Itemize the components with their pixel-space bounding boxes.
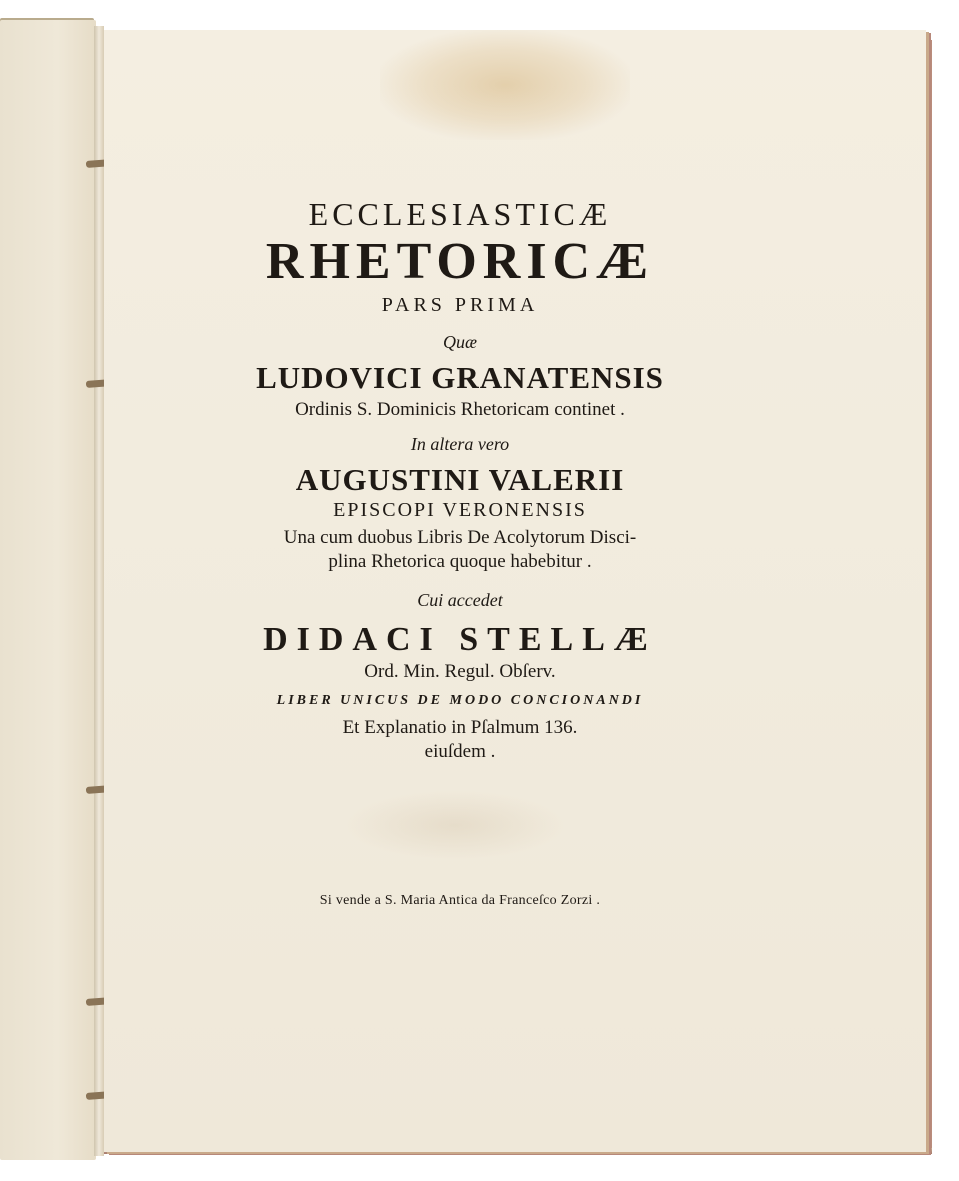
title-line-liber-unicus: LIBER UNICUS DE MODO CONCIONANDI (276, 693, 644, 708)
description-line-1: Una cum duobus Libris De Acolytorum Disci- (283, 527, 637, 548)
author-order: Ordinis S. Dominicis Rhetoricam continet . (295, 399, 625, 420)
title-line-ecclesiasticae: ECCLESIASTICÆ (308, 196, 612, 232)
title-line-explanatio: Et Explanatio in Pſalmum 136. (342, 717, 578, 738)
spine-gutter (94, 26, 104, 1156)
binding-board (0, 20, 96, 1160)
author-episcopi: EPISCOPI VERONENSIS (333, 499, 587, 521)
title-text-block (150, 188, 770, 764)
title-line-pars-prima: PARS PRIMA (381, 294, 539, 316)
author-valerii: AUGUSTINI VALERII (295, 462, 625, 497)
author-stellae: DIDACI STELLÆ (263, 621, 657, 658)
water-stain (380, 30, 630, 140)
description-line-2: plina Rhetorica quoque habebitur . (328, 551, 592, 572)
title-line-cui-accedet: Cui accedet (417, 590, 503, 610)
printer-device-ghost (345, 790, 565, 860)
imprint-line: Si vende a S. Maria Antica da Franceſco Zorzi . (319, 893, 601, 908)
author-granatensis: LUDOVICI GRANATENSIS (256, 360, 664, 395)
author-order-stellae: Ord. Min. Regul. Obſerv. (364, 661, 556, 682)
title-line-quae: Quæ (442, 332, 477, 352)
title-line-rhetoricae: RHETORICÆ (265, 233, 655, 290)
title-line-eiusdem: eiuſdem . (424, 741, 496, 762)
title-line-in-altera-vero: In altera vero (410, 434, 510, 454)
